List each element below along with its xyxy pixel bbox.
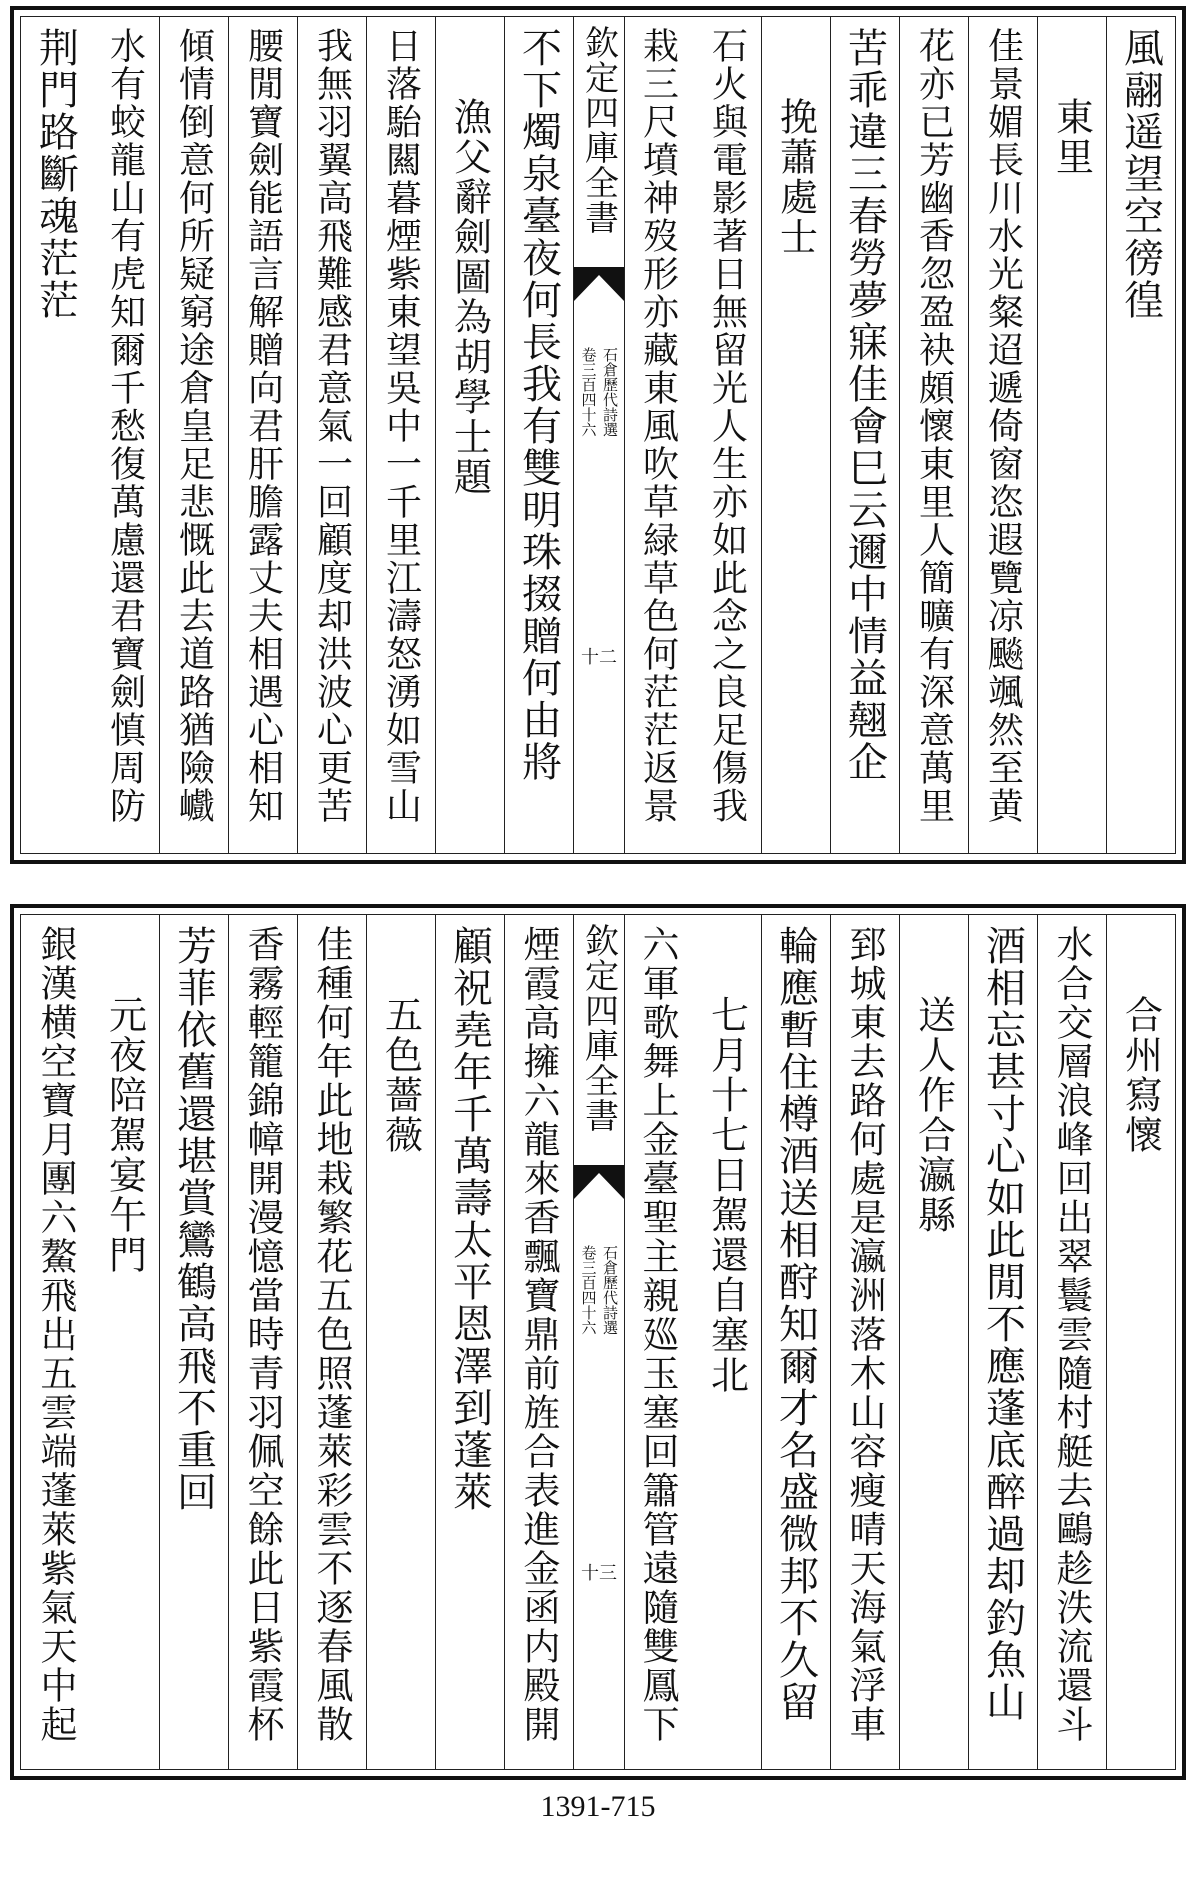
poem-line: 水合交層浪峰回出翠鬟雲隨村艇去鷗趁泆流還斗 [1050, 925, 1093, 1744]
banner-book-title: 石倉歷代詩選 [601, 347, 619, 437]
text-column [297, 915, 367, 1769]
poem-line: 我無羽翼高飛難感君意氣一回顧度却洪波心更苦 [311, 27, 353, 825]
page-code: 1391-715 [540, 1790, 656, 1823]
text-column [1037, 915, 1107, 1769]
text-column [968, 17, 1038, 853]
text-column [692, 17, 762, 853]
text-column [366, 915, 436, 1769]
text-column [830, 17, 900, 853]
poem-line: 郅城東去路何處是瀛洲落木山容瘦晴天海氣浮車 [843, 925, 886, 1744]
poem-line: 苦乖違三春勞夢寐佳會巳云邇中情益翹企 [841, 27, 888, 783]
poem-title: 五色薔薇 [378, 995, 423, 1155]
text-column [968, 915, 1038, 1769]
text-column [159, 915, 229, 1769]
text-column [1037, 17, 1107, 853]
text-column [21, 17, 90, 853]
poem-title: 合州寫懷 [1118, 995, 1163, 1155]
poem-line: 腰閒寶劍能語言解贈向君肝膽露丈夫相遇心相知 [242, 27, 284, 825]
text-column [504, 915, 574, 1769]
poem-line: 日落駘闗暮煙紫東望吳中一千里江濤怒湧如雪山 [380, 27, 422, 825]
page-bottom-frame [20, 914, 1176, 1770]
text-column [228, 17, 298, 853]
text-column [899, 17, 969, 853]
page-bottom [10, 904, 1186, 1780]
poem-line: 銀漢横空寶月團六鰲飛出五雲端蓬萊紫氣天中起 [34, 925, 77, 1744]
banner-volume: 卷三百四十六 [579, 1245, 598, 1335]
text-column [1106, 17, 1176, 853]
poem-line: 顧祝堯年千萬壽太平恩澤到蓬萊 [446, 925, 493, 1513]
center-banner [573, 915, 625, 1769]
text-column [159, 17, 229, 853]
text-column [435, 17, 505, 853]
text-column [21, 915, 90, 1769]
poem-line: 佳種何年此地栽繁花五色照蓬萊彩雲不逐春風散 [310, 925, 353, 1744]
poem-line: 煙霞高擁六龍來香飄寶鼎前旌合表進金函内殿開 [517, 925, 560, 1744]
poem-line: 輪應暫住樽酒送相酧知爾才名盛微邦不久留 [772, 925, 819, 1723]
banner-folio: 十三 [581, 1563, 617, 1584]
text-column [90, 17, 160, 853]
page-top-frame [20, 16, 1176, 854]
poem-title: 送人作合瀛縣 [911, 995, 956, 1235]
text-column [228, 915, 298, 1769]
banner-folio: 十二 [581, 647, 617, 668]
fishtail-ornament [574, 1165, 624, 1205]
poem-title: 元夜陪駕宴午門 [102, 995, 147, 1275]
poem-line: 水有蛟龍山有虎知爾千愁復萬慮還君寶劍慎周防 [104, 27, 146, 825]
banner-title: 欽定四庫全書 [578, 25, 619, 235]
poem-title: 挽蕭處士 [773, 97, 818, 257]
banner-title: 欽定四庫全書 [578, 923, 619, 1133]
text-column [623, 915, 692, 1769]
poem-line: 石火與電影著日無留光人生亦如此念之良足傷我 [706, 27, 748, 825]
poem-title: 漁父辭劍圖為胡學士題 [447, 97, 492, 497]
text-column [366, 17, 436, 853]
poem-line: 荆門路斷魂茫茫 [32, 27, 79, 321]
text-column [761, 915, 831, 1769]
banner-book-title: 石倉歷代詩選 [601, 1245, 619, 1335]
poem-title: 東里 [1049, 97, 1094, 177]
poem-line: 佳景媚長川水光粲迢遞倚窗恣遐覽凉飈颯然至黄 [982, 27, 1024, 825]
text-column [90, 915, 160, 1769]
text-column [830, 915, 900, 1769]
text-column [623, 17, 692, 853]
poem-line: 芳菲依舊還堪賞鸞鶴高飛不重回 [170, 925, 217, 1513]
poem-line: 風翮遥望空徬徨 [1117, 27, 1164, 321]
poem-line: 六軍歌舞上金臺聖主親廵玉塞回簫管遠隨雙鳳下 [636, 925, 679, 1744]
poem-line: 栽三尺墳神歿形亦藏東風吹草緑草色何茫茫返景 [637, 27, 679, 825]
text-column [297, 17, 367, 853]
center-banner [573, 17, 625, 853]
text-column [435, 915, 505, 1769]
text-column [504, 17, 574, 853]
text-column [761, 17, 831, 853]
poem-line: 酒相忘甚寸心如此閒不應蓬底醉過却釣魚山 [979, 925, 1026, 1723]
poem-title: 七月十七日駕還自塞北 [704, 995, 749, 1395]
poem-line: 香霧輕籠錦幛開漫憶當時青羽佩空餘此日紫霞杯 [241, 925, 284, 1744]
text-column [899, 915, 969, 1769]
banner-volume: 卷三百四十六 [579, 347, 598, 437]
poem-line: 傾情倒意何所疑窮途倉皇足悲慨此去道路猶險巇 [173, 27, 215, 825]
text-column [1106, 915, 1176, 1769]
poem-line: 花亦已芳幽香忽盈袂頗懷東里人簡曠有深意萬里 [913, 27, 955, 825]
page-top [10, 6, 1186, 864]
fishtail-ornament [574, 267, 624, 307]
poem-line: 不下燭泉臺夜何長我有雙明珠掇贈何由將 [515, 27, 562, 783]
text-column [692, 915, 762, 1769]
